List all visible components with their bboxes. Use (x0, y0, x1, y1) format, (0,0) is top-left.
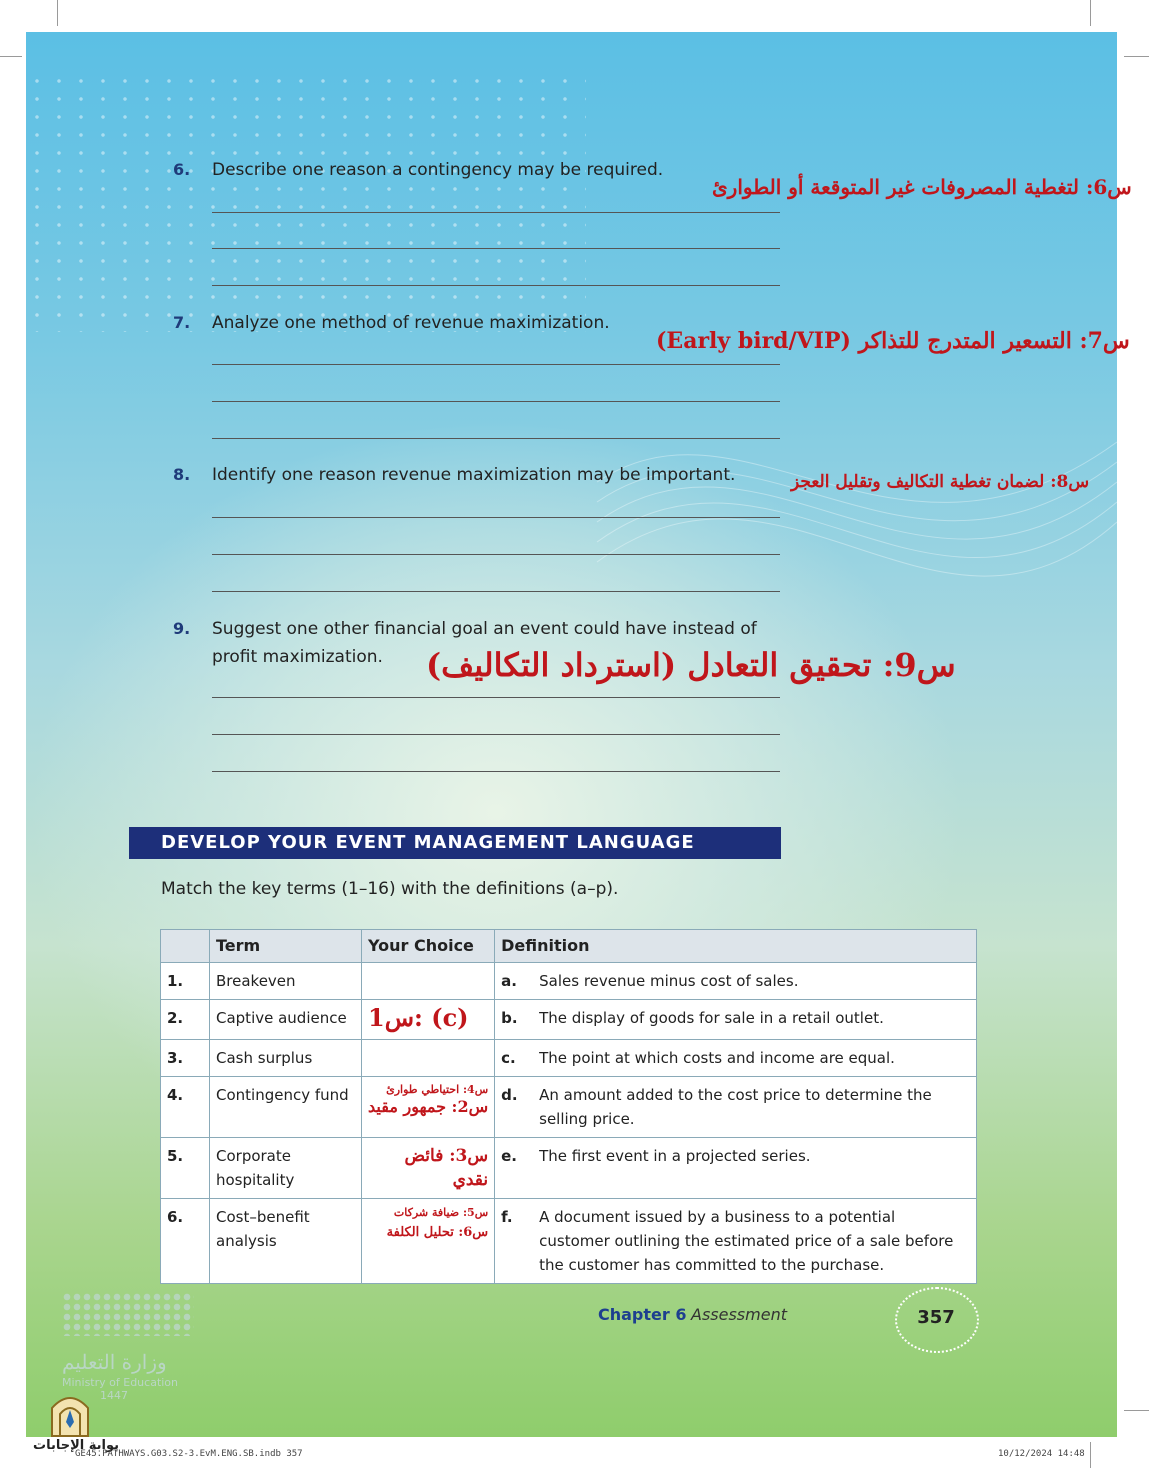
crop-mark (1124, 1410, 1149, 1411)
definition-letter: b. (495, 1000, 534, 1040)
section-intro: Match the key terms (1–16) with the definitions (a–p). (161, 879, 619, 899)
term-name: Contingency fund (210, 1077, 362, 1138)
ministry-dots-icon (62, 1292, 194, 1336)
crop-mark (57, 0, 58, 26)
choice-cell[interactable] (362, 1138, 495, 1199)
answer-line (212, 734, 780, 735)
term-name: Cash surplus (210, 1040, 362, 1077)
question-text: Suggest one other financial goal an event could have instead of profit maximization. (212, 619, 757, 667)
chapter-label: Chapter 6 (598, 1305, 687, 1324)
definition-text: An amount added to the cost price to determine the selling price. (533, 1077, 976, 1138)
choice-cell[interactable] (362, 963, 495, 1000)
section-label: Assessment (691, 1305, 787, 1324)
table-row (161, 1040, 977, 1077)
choice-cell[interactable] (362, 1000, 495, 1040)
definition-text: The point at which costs and income are equal. (533, 1040, 976, 1077)
table-row (161, 1077, 977, 1138)
table-row (161, 1138, 977, 1199)
answer-line (212, 285, 780, 286)
answers-gate-label: بوابة الإجابات (33, 1438, 119, 1453)
table-header-row (161, 930, 977, 963)
question-number: 6. (173, 160, 191, 179)
choice-cell[interactable] (362, 1199, 495, 1284)
choice-cell[interactable] (362, 1077, 495, 1138)
handwritten-choice: س5: ضيافة شركات (393, 1206, 489, 1219)
textbook-page (26, 32, 1132, 1437)
definition-letter: a. (495, 963, 534, 1000)
question-text: Describe one reason a contingency may be required. (212, 160, 664, 180)
definition-text: Sales revenue minus cost of sales. (533, 963, 976, 1000)
handwritten-answer-6: س6: لتغطية المصروفات غير المتوقعة أو الطوارئ (712, 175, 1132, 199)
crop-mark (1090, 1442, 1091, 1468)
answer-line (212, 401, 780, 402)
handwritten-answer-7: س7: التسعير المتدرج للتذاكر (Early bird/VIP) (656, 328, 1130, 354)
definition-letter: e. (495, 1138, 534, 1199)
definition-letter: c. (495, 1040, 534, 1077)
ministry-name-en: Ministry of Education (62, 1376, 179, 1389)
ministry-logo (62, 1292, 202, 1402)
handwritten-answer-9: س9: تحقيق التعادل (استرداد التكاليف) (426, 646, 956, 684)
term-name: Cost–benefit analysis (210, 1199, 362, 1284)
section-heading: DEVELOP YOUR EVENT MANAGEMENT LANGUAGE (129, 827, 781, 859)
question-number: 8. (173, 465, 191, 484)
background-dots (26, 72, 586, 332)
table-row (161, 1199, 977, 1284)
term-number: 5. (161, 1138, 210, 1199)
header-number (161, 930, 210, 963)
handwritten-note-q6: س6: تحليل الكلفة (386, 1225, 489, 1240)
question-number: 7. (173, 313, 191, 332)
question-number: 9. (173, 619, 191, 638)
answer-line (212, 697, 780, 698)
crop-mark (1124, 56, 1149, 57)
answers-gate-icon (48, 1388, 92, 1438)
term-number: 4. (161, 1077, 210, 1138)
handwritten-note-q4: س4: احتياطي طوارئ (386, 1083, 489, 1096)
handwritten-answer-8: س8: لضمان تغطية التكاليف وتقليل العجز (791, 472, 1090, 492)
question-text: Identify one reason revenue maximization may be important. (212, 465, 736, 485)
term-name: Breakeven (210, 963, 362, 1000)
answer-line (212, 591, 780, 592)
table-row (161, 1000, 977, 1040)
answer-line (212, 438, 780, 439)
definition-text: A document issued by a business to a potential customer outlining the estimated price of a sale before the customer has committed to the purchase. (533, 1199, 976, 1284)
header-term: Term (210, 930, 362, 963)
header-definition: Definition (495, 930, 977, 963)
handwritten-choice: س3: فائض نقدي (404, 1146, 489, 1190)
definition-letter: f. (495, 1199, 534, 1284)
answer-line (212, 517, 780, 518)
answer-line (212, 364, 780, 365)
term-number: 3. (161, 1040, 210, 1077)
definition-text: The display of goods for sale in a retail outlet. (533, 1000, 976, 1040)
ministry-name-ar: وزارة التعليم (62, 1350, 167, 1374)
answer-line (212, 248, 780, 249)
term-name: Corporate hospitality (210, 1138, 362, 1199)
choice-cell[interactable] (362, 1040, 495, 1077)
term-number: 1. (161, 963, 210, 1000)
handwritten-choice: س2: جمهور مقيد (368, 1097, 489, 1116)
question-text: Analyze one method of revenue maximization. (212, 313, 610, 333)
handwritten-choice: س1: (c) (368, 1003, 469, 1032)
term-name: Captive audience (210, 1000, 362, 1040)
header-choice: Your Choice (362, 930, 495, 963)
answer-line (212, 554, 780, 555)
crop-mark (0, 56, 22, 57)
term-number: 2. (161, 1000, 210, 1040)
definition-letter: d. (495, 1077, 534, 1138)
crop-mark (1090, 0, 1091, 26)
answer-line (212, 771, 780, 772)
table-row (161, 963, 977, 1000)
ministry-year: 1447 (100, 1389, 128, 1402)
answer-line (212, 212, 780, 213)
print-slug: GE45.PATHWAYS.G03.S2-3.EvM.ENG.SB.indb 357 (75, 1449, 303, 1459)
term-number: 6. (161, 1199, 210, 1284)
print-date: 10/12/2024 14:48 (998, 1449, 1085, 1459)
terms-table (160, 929, 977, 1284)
definition-text: The first event in a projected series. (533, 1138, 976, 1199)
page-number: 357 (917, 1307, 955, 1328)
